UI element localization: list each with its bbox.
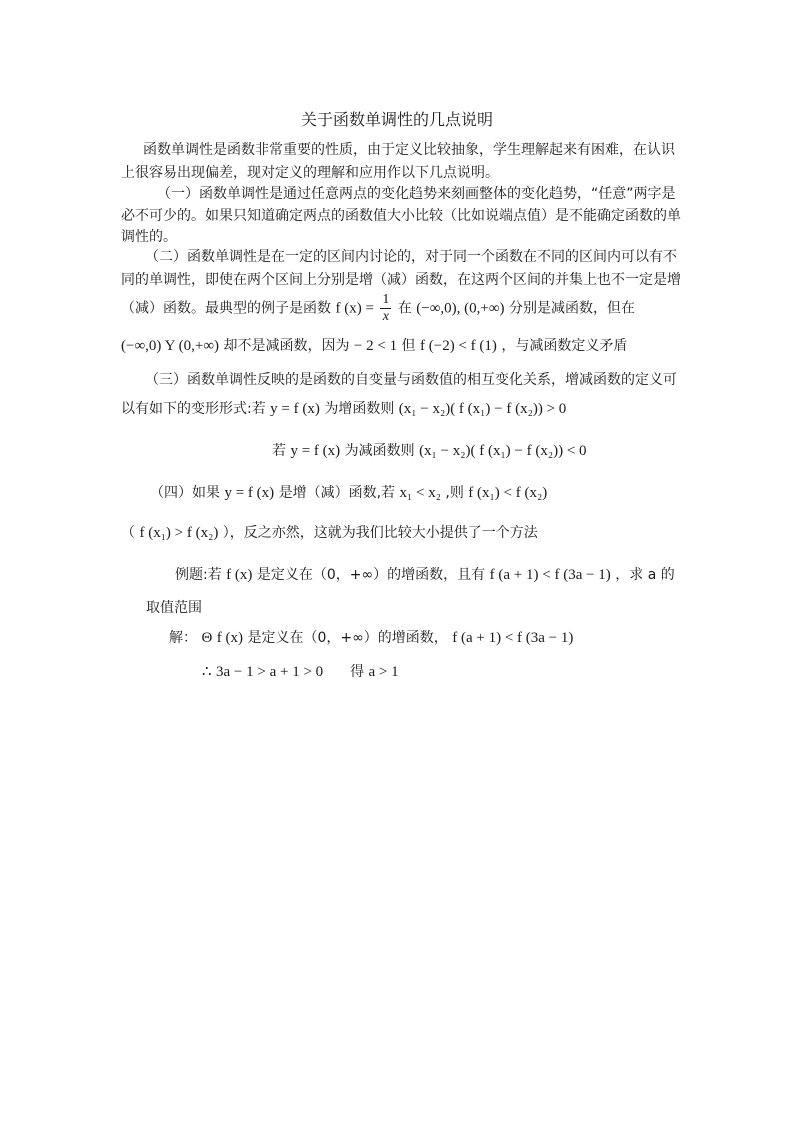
text-fragment: 却不是减函数，因为 (223, 338, 350, 354)
text-fragment: 以有如下的变形形式:若 (121, 401, 266, 417)
formula-inequality: − 2 < 1 (353, 338, 398, 354)
formula-solution-condition: f (a + 1) < f (3a − 1) (452, 630, 574, 646)
section-3-line-3 (272, 440, 587, 460)
intro-line-2: 上很容易出现偏差，现对定义的理解和应用作以下几点说明。 (121, 165, 499, 181)
formula-f-compare: f (−2) < f (1) (420, 338, 497, 354)
formula-solution-chain: 3a − 1 > a + 1 > 0 (216, 664, 324, 680)
section-3-line-2 (121, 398, 566, 418)
formula-y-fx: y = f (x) (270, 401, 320, 417)
text-fragment: （ (121, 525, 135, 541)
formula-union: (−∞,0) Y (0,+∞) (121, 338, 220, 354)
fraction-numerator: 1 (382, 292, 390, 307)
text-fragment: 解： (169, 630, 197, 646)
text-fragment: 但 (401, 338, 416, 354)
fraction-denominator: x (382, 309, 389, 324)
formula-fx: f (x) (216, 630, 243, 646)
section-4-line-2 (121, 522, 538, 542)
section-2-line-4 (121, 335, 627, 355)
text-fragment: 得 (350, 664, 365, 680)
text-fragment: ，求 a 的 (615, 567, 675, 583)
formula-x1-lt-x2: x₁ < x₂ (399, 485, 441, 501)
text-fragment: 若 (272, 443, 286, 459)
text-fragment: ，与减函数定义矛盾 (501, 338, 628, 354)
formula-fx1-lt-fx2: f (x₁) < f (x₂) (468, 485, 548, 501)
section-3-line-1: （三）函数单调性反映的是函数的自变量与函数值的相互变化关系，增减函数的定义可 (145, 372, 677, 388)
text-fragment: （四）如果 (150, 485, 220, 501)
formula-fx: f (x) = (335, 300, 374, 317)
solution-line-1 (169, 627, 573, 647)
formula-decreasing-condition: (x₁ − x₂)( f (x₁) − f (x₂)) < 0 (419, 443, 587, 459)
text-fragment: 是定义在（0，+∞）的增函数， (247, 630, 448, 646)
text-fragment: 分别是减函数，但在 (509, 300, 636, 317)
formula-fx: f (x) (226, 567, 253, 583)
formula-y-fx: y = f (x) (290, 443, 341, 459)
example-line-1 (175, 564, 675, 584)
text-fragment: ），反之亦然，这就为我们比较大小提供了一个方法 (222, 525, 538, 541)
formula-fx1-gt-fx2: f (x₁) > f (x₂) (139, 525, 219, 541)
section-2-line-2: 同的单调性，即使在两个区间上分别是增（减）函数，在这两个区间的并集上也不一定是增 (121, 272, 681, 288)
document-title: 关于函数单调性的几点说明 (300, 110, 493, 129)
text-fragment: 是增（减）函数,若 (278, 485, 396, 501)
formula-increasing-condition: (x₁ − x₂)( f (x₁) − f (x₂)) > 0 (398, 401, 567, 417)
example-line-2: 取值范围 (146, 600, 202, 616)
text-fragment: 例题:若 (175, 567, 222, 583)
section-4-line-1 (150, 482, 547, 502)
formula-example-condition: f (a + 1) < f (3a − 1) (489, 567, 611, 583)
section-2-line-1: （二）函数单调性是在一定的区间内讨论的，对于同一个函数在不同的区间内可以有不 (145, 249, 677, 265)
text-fragment: 为减函数则 (344, 443, 415, 459)
section-1-line-2: 必不可少的。如果只知道确定两点的函数值大小比较（比如说端点值）是不能确定函数的单 (121, 208, 681, 224)
fraction-one-over-x (380, 292, 391, 325)
because-symbol: Θ (201, 630, 213, 646)
text-fragment: ,则 (445, 485, 464, 501)
intro-line-1: 函数单调性是函数非常重要的性质，由于定义比较抽象，学生理解起来有困难，在认识 (143, 142, 675, 158)
section-1-line-3: 调性的。 (121, 229, 177, 245)
section-1-line-1: （一）函数单调性是通过任意两点的变化趋势来刻画整体的变化趋势，“任意”两字是 (157, 186, 676, 202)
text-fragment: 为增函数则 (324, 401, 395, 417)
formula-answer: a > 1 (368, 664, 399, 680)
text-fragment: 是定义在（0，+∞）的增函数，且有 (256, 567, 486, 583)
formula-intervals: (−∞,0), (0,+∞) (416, 300, 505, 317)
section-2-line-3 (121, 292, 635, 325)
text-fragment: （减）函数。最典型的例子是函数 (121, 300, 331, 317)
therefore-symbol: ∴ (202, 664, 212, 680)
solution-line-2 (202, 661, 399, 681)
formula-y-fx: y = f (x) (224, 485, 275, 501)
text-fragment: 在 (397, 300, 412, 317)
